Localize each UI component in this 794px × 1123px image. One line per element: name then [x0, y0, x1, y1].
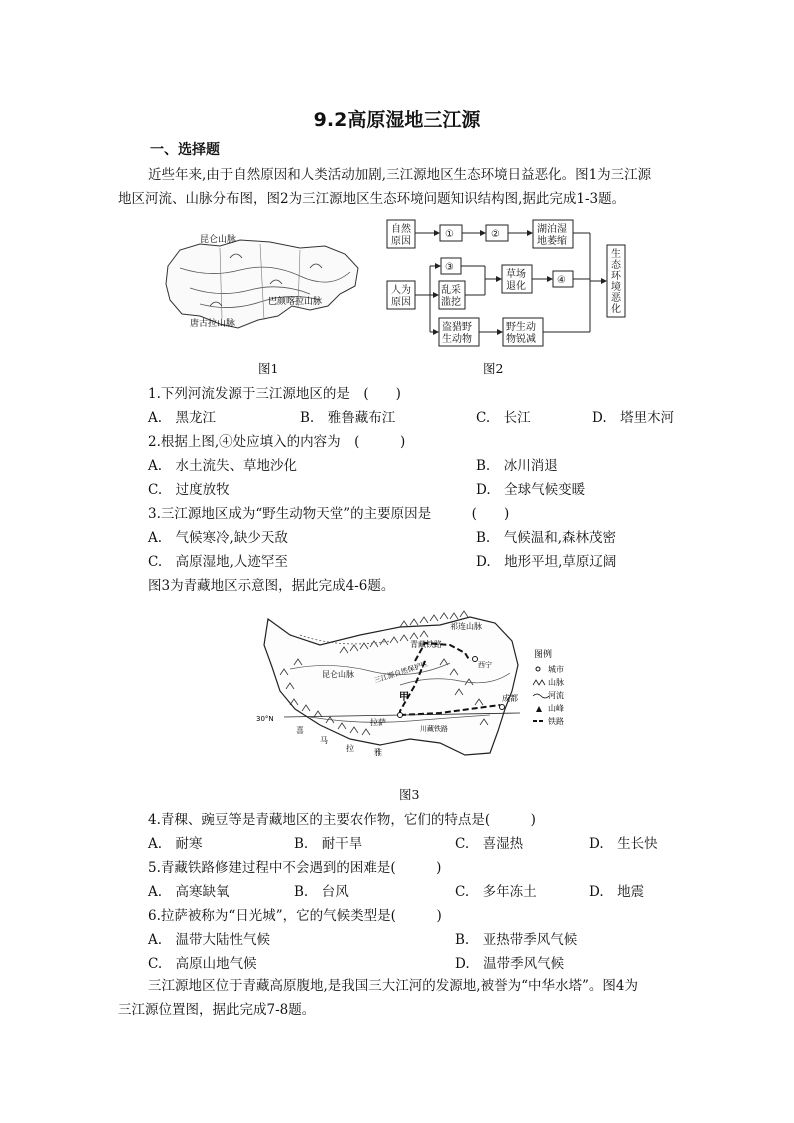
box-4: [553, 271, 573, 287]
q4-option-a: A. 耐寒: [148, 836, 203, 852]
intro3-line1: 三江源地区位于青藏高原腹地,是我国三大江河的发源地,被誉为“中华水塔”。图4为: [148, 978, 638, 994]
svg-text:环: 环: [611, 271, 621, 282]
q1-option-c: C. 长江: [476, 410, 531, 426]
figure-3-caption: 图3: [399, 787, 420, 802]
q5-option-d: D. 地震: [589, 884, 645, 900]
figure-1-caption: 图1: [258, 361, 279, 376]
svg-text:乱采: 乱采: [441, 285, 461, 296]
box-grass: [502, 265, 532, 293]
q3-option-b: B. 气候温和,森林茂密: [476, 530, 617, 546]
svg-text:退化: 退化: [506, 281, 526, 292]
svg-text:山峰: 山峰: [548, 704, 564, 713]
fig3-label-reserve: 三江源自然保护区: [373, 659, 429, 685]
box-lake: [533, 220, 573, 248]
fig3-label-qilian: 祁连山脉: [450, 622, 482, 631]
svg-text:原因: 原因: [391, 297, 411, 308]
svg-text:湖泊湿: 湖泊湿: [537, 224, 567, 235]
fig3-himalaya-4: 雅: [374, 748, 382, 757]
box-2: [486, 225, 508, 241]
fig3-label-chengdu: 成都: [502, 694, 518, 703]
svg-text:生: 生: [611, 249, 621, 260]
svg-text:④: ④: [557, 275, 566, 286]
box-human: [387, 281, 415, 309]
q3-option-c: C. 高原湿地,人迹罕至: [148, 554, 288, 570]
q6-option-b: B. 亚热带季风气候: [455, 932, 578, 948]
fig3-legend: [533, 648, 564, 726]
q6-option-a: A. 温带大陆性气候: [148, 932, 271, 948]
q1-option-a: A. 黑龙江: [148, 410, 217, 426]
box-wild: [503, 318, 543, 346]
q2-option-c: C. 过度放牧: [148, 482, 230, 498]
fig3-label-latitude: 30°N: [256, 715, 274, 723]
svg-text:城市: 城市: [548, 665, 564, 674]
figure-1-river-mountain-map: [160, 228, 370, 338]
intro-paragraph-2: 图3为青藏地区示意图，据此完成4-6题。: [148, 578, 395, 594]
intro1-line2: 地区河流、山脉分布图，图2为三江源地区生态环境问题知识结构图,据此完成1-3题。: [118, 191, 626, 207]
figure-2-caption: 图2: [483, 361, 504, 376]
svg-text:①: ①: [445, 229, 454, 240]
fig3-label-xining: 西宁: [478, 661, 492, 669]
question-2-stem: 2.根据上图,④处应填入的内容为 ( ): [148, 434, 406, 450]
fig3-label-qzrail: 青藏铁路: [410, 640, 442, 649]
fig3-label-cz-rail: 川藏铁路: [420, 725, 448, 733]
figure-3-qinghai-tibet-map: [250, 605, 590, 775]
figure-2-structure-diagram: [385, 215, 630, 350]
question-6-stem: 6.拉萨被称为“日光城”，它的气候类型是( ): [148, 908, 442, 924]
intro3-line2: 三江源位置图，据此完成7-8题。: [118, 1002, 316, 1018]
q2-option-d: D. 全球气候变暖: [476, 482, 586, 498]
page-title: 9.2高原湿地三江源: [313, 109, 481, 131]
svg-text:人为: 人为: [391, 285, 411, 296]
fig3-label-kunlun: 昆仑山脉: [322, 670, 354, 679]
svg-text:地萎缩: 地萎缩: [537, 236, 567, 247]
q1-option-b: B. 雅鲁藏布江: [300, 410, 396, 426]
svg-text:境: 境: [611, 282, 621, 293]
lhasa-city-marker: [398, 713, 403, 718]
q5-option-b: B. 台风: [294, 884, 349, 900]
svg-text:恶: 恶: [611, 293, 621, 304]
box-natural: [387, 220, 415, 248]
q6-option-d: D. 温带季风气候: [455, 956, 565, 972]
svg-text:野生动: 野生动: [506, 322, 536, 333]
question-4-stem: 4.青稞、豌豆等是青藏地区的主要农作物，它们的特点是( ): [148, 812, 536, 828]
intro-paragraph-1: [118, 163, 678, 211]
svg-text:山脉: 山脉: [548, 678, 564, 687]
fig3-himalaya-3: 拉: [346, 744, 354, 753]
fig3-himalaya-1: 喜: [296, 726, 304, 735]
svg-text:物锐减: 物锐减: [506, 334, 536, 345]
svg-text:自然: 自然: [391, 224, 411, 235]
q4-option-c: C. 喜湿热: [455, 836, 524, 852]
q4-option-d: D. 生长快: [589, 836, 658, 852]
chengdu-city-marker: [500, 705, 505, 710]
svg-text:图例: 图例: [534, 650, 553, 660]
fig1-label-tanggula: 唐古拉山脉: [190, 319, 236, 329]
fig1-label-kunlun: 昆仑山脉: [200, 235, 237, 245]
section-heading: 一、选择题: [150, 142, 220, 158]
box-1: [440, 225, 462, 241]
svg-text:铁路: 铁路: [548, 717, 564, 726]
intro1-line1: 近些年来,由于自然原因和人类活动加剧,三江源地区生态环境日益恶化。图1为三江源: [148, 167, 652, 183]
svg-text:③: ③: [445, 262, 454, 273]
svg-text:河流: 河流: [548, 691, 564, 700]
q3-option-a: A. 气候寒冷,缺少天敌: [148, 530, 288, 546]
svg-text:盗猎野: 盗猎野: [442, 322, 472, 333]
fig3-himalaya-2: 马: [320, 736, 328, 745]
box-eco: [607, 245, 625, 317]
q5-option-a: A. 高寒缺氧: [148, 884, 230, 900]
fig1-label-bayan: 巴颜喀拉山脉: [268, 297, 323, 307]
q2-option-a: A. 水土流失、草地沙化: [148, 458, 298, 474]
q3-option-d: D. 地形平坦,草原辽阔: [476, 554, 617, 570]
q4-option-b: B. 耐干旱: [294, 836, 363, 852]
svg-text:生动物: 生动物: [442, 334, 472, 345]
question-3-stem: 3.三江源地区成为“野生动物天堂”的主要原因是 ( ): [148, 506, 510, 522]
box-hunt: [439, 318, 479, 346]
fig3-label-jia: 甲: [399, 692, 409, 703]
q6-option-c: C. 高原山地气候: [148, 956, 257, 972]
box-3: [441, 258, 461, 274]
question-1-stem: 1.下列河流发源于三江源地区的是 ( ): [148, 386, 401, 402]
intro-paragraph-3: [118, 974, 678, 1022]
question-5-stem: 5.青藏铁路修建过程中不会遇到的困难是( ): [148, 860, 442, 876]
svg-text:②: ②: [491, 229, 500, 240]
q2-option-b: B. 冰川消退: [476, 458, 558, 474]
svg-text:原因: 原因: [391, 236, 411, 247]
xining-city-marker: [473, 657, 478, 662]
svg-text:化: 化: [611, 304, 621, 315]
q5-option-c: C. 多年冻土: [455, 884, 537, 900]
svg-text:草场: 草场: [506, 269, 526, 280]
box-dig: [439, 281, 465, 309]
svg-text:态: 态: [611, 260, 621, 271]
svg-text:滥挖: 滥挖: [441, 297, 461, 308]
q1-option-d: D. 塔里木河: [592, 410, 675, 426]
fig3-label-lhasa: 拉萨: [370, 718, 386, 727]
